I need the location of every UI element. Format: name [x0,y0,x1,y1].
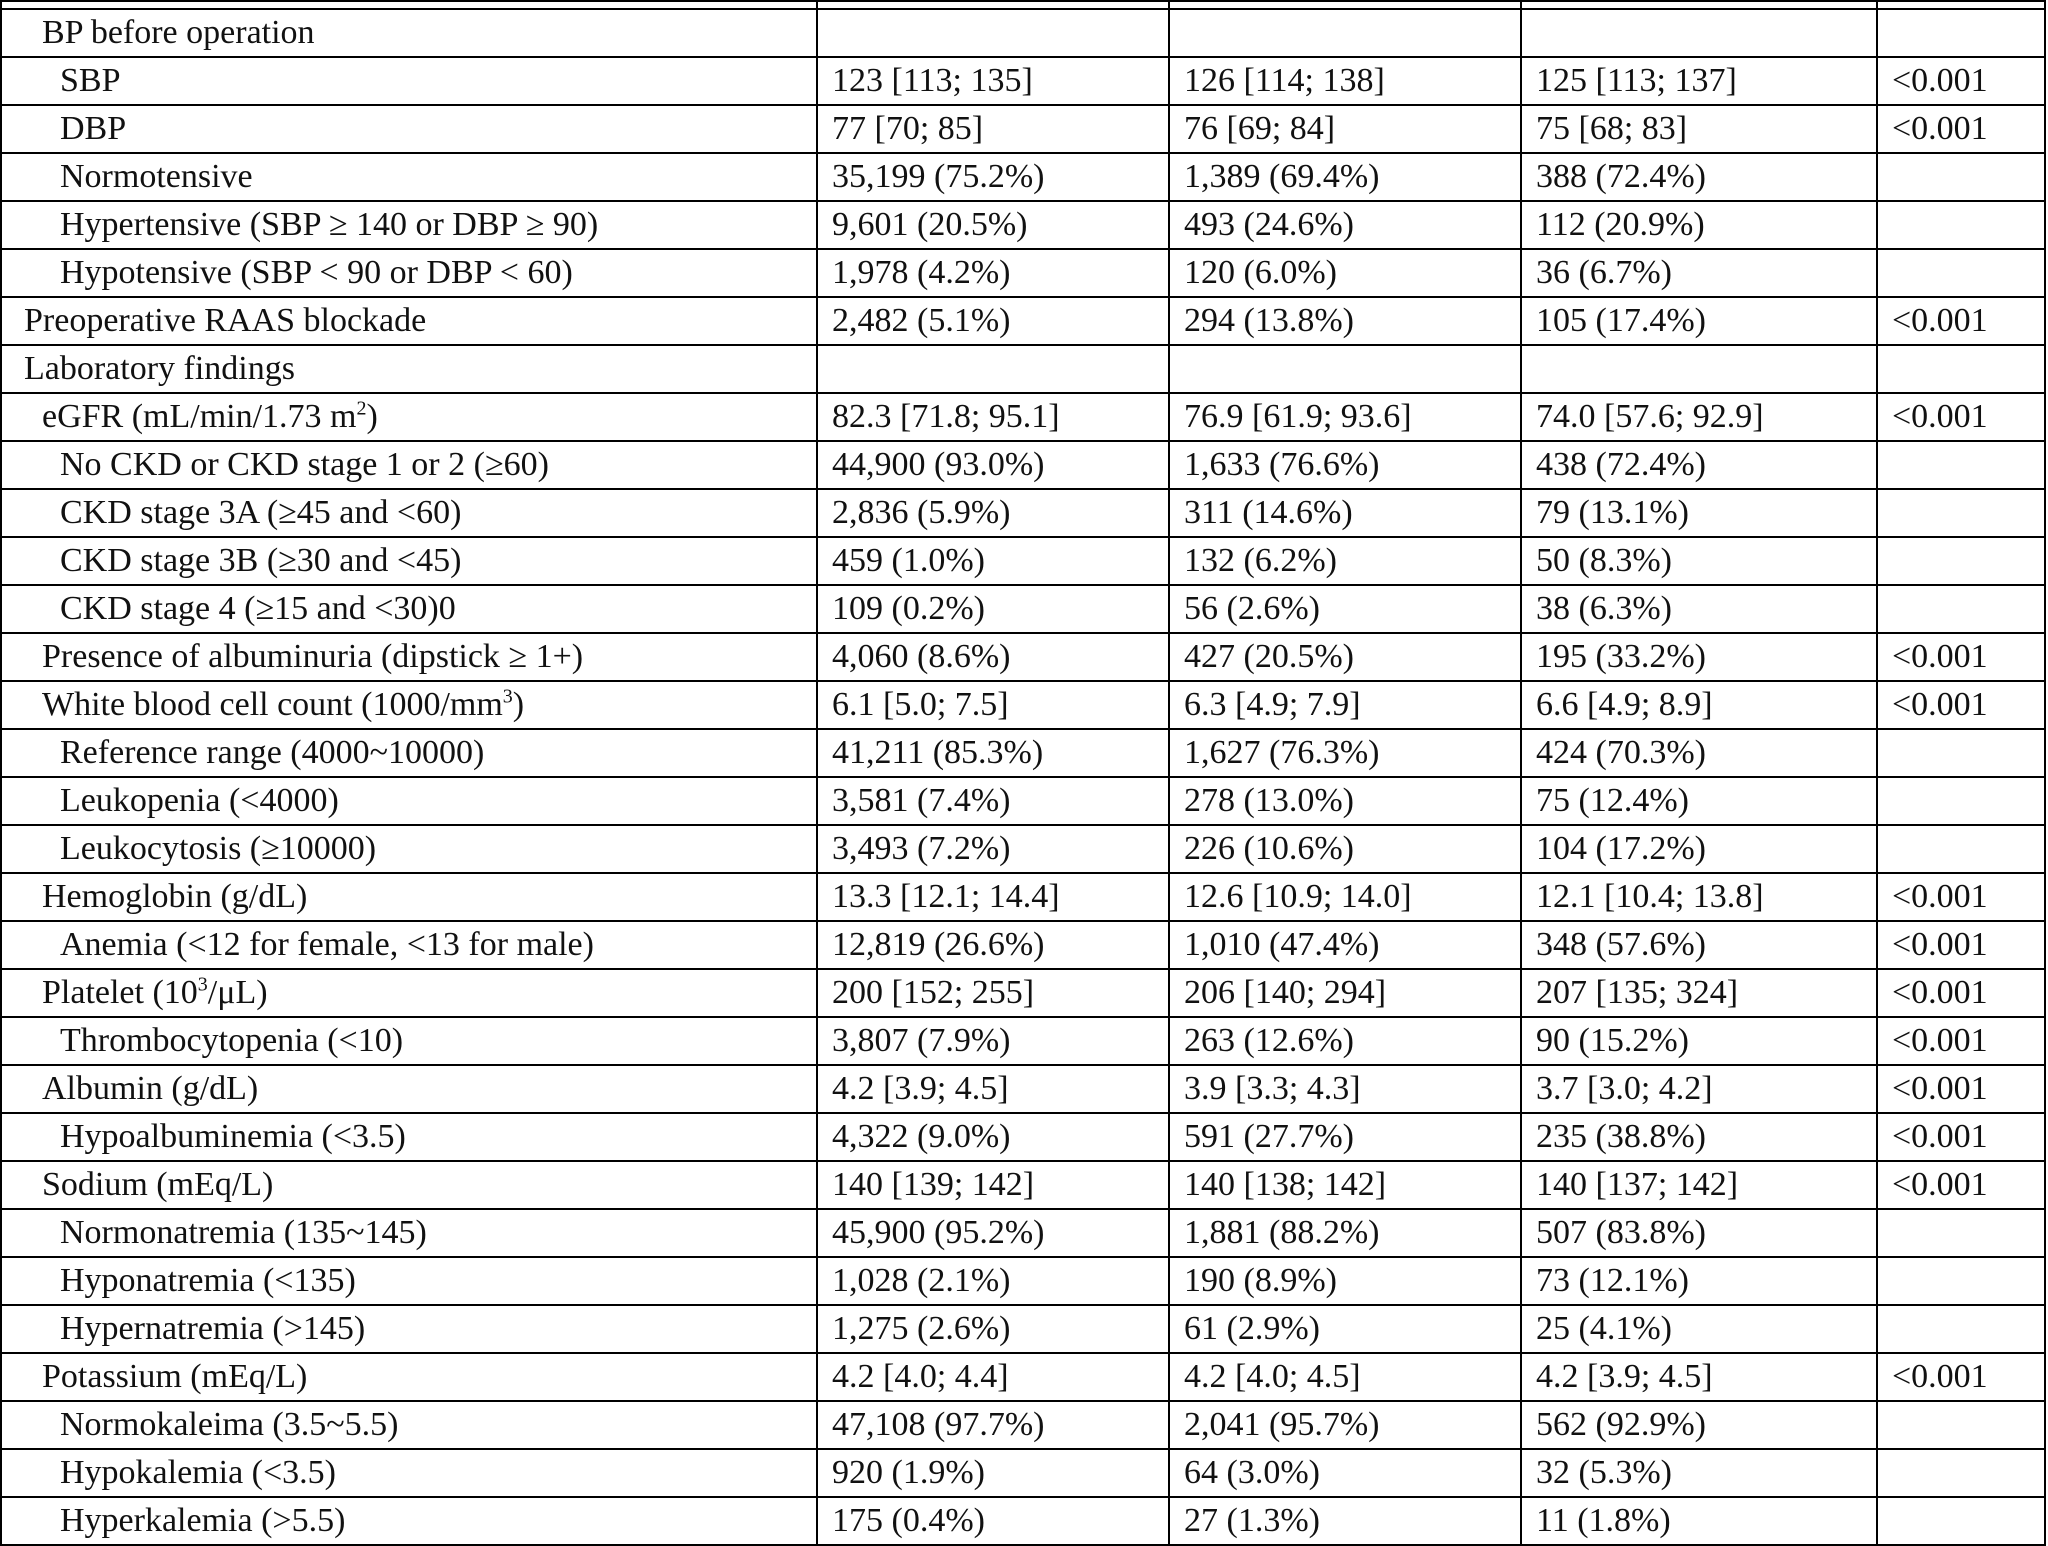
value-cell [1169,9,1521,57]
value-cell: 427 (20.5%) [1169,633,1521,681]
value-cell [1521,345,1877,393]
table-row [1,1257,2045,1305]
value-cell: 6.6 [4.9; 8.9] [1521,681,1877,729]
value-cell: 132 (6.2%) [1169,537,1521,585]
value-cell: 294 (13.8%) [1169,297,1521,345]
row-label-cell [1,1305,817,1353]
row-label: Normonatremia (135~145) [60,1214,427,1251]
row-label: Hypoalbuminemia (<3.5) [60,1118,406,1155]
row-label-cell [1,873,817,921]
table-cell [1521,1,1877,9]
p-value-cell: <0.001 [1877,681,2045,729]
table-row [1,393,2045,441]
table-row-partial-top [1,1,2045,9]
value-cell: 1,633 (76.6%) [1169,441,1521,489]
p-value-cell [1877,201,2045,249]
value-cell: 278 (13.0%) [1169,777,1521,825]
value-cell: 4.2 [4.0; 4.5] [1169,1353,1521,1401]
table-row [1,489,2045,537]
table-row [1,1161,2045,1209]
row-label-superscript: 3 [502,685,513,708]
table-row [1,633,2045,681]
value-cell: 3,807 (7.9%) [817,1017,1169,1065]
row-label-superscript: 3 [197,973,208,996]
value-cell: 4,322 (9.0%) [817,1113,1169,1161]
row-label-cell [1,777,817,825]
p-value-cell [1877,537,2045,585]
row-label-cell [1,1113,817,1161]
row-label: CKD stage 4 (≥15 and <30)0 [60,590,456,627]
value-cell: 76 [69; 84] [1169,105,1521,153]
value-cell: 3,581 (7.4%) [817,777,1169,825]
row-label-cell [1,441,817,489]
table-row [1,441,2045,489]
row-label-cell [1,489,817,537]
row-label: Hypertensive (SBP ≥ 140 or DBP ≥ 90) [60,206,599,243]
value-cell: 6.3 [4.9; 7.9] [1169,681,1521,729]
value-cell: 1,010 (47.4%) [1169,921,1521,969]
row-label-cell [1,681,817,729]
row-label-cell [1,1209,817,1257]
row-label-cell [1,153,817,201]
row-label-cell [1,9,817,57]
value-cell: 140 [137; 142] [1521,1161,1877,1209]
value-cell: 235 (38.8%) [1521,1113,1877,1161]
row-label: Albumin (g/dL) [42,1070,259,1107]
table-row [1,537,2045,585]
value-cell: 4,060 (8.6%) [817,633,1169,681]
row-label-cell [1,585,817,633]
table-row [1,1209,2045,1257]
row-label-cell [1,1497,817,1545]
row-label: Leukocytosis (≥10000) [60,830,377,867]
row-label-cell [1,201,817,249]
value-cell: 12.6 [10.9; 14.0] [1169,873,1521,921]
value-cell: 12.1 [10.4; 13.8] [1521,873,1877,921]
value-cell: 226 (10.6%) [1169,825,1521,873]
table-row [1,585,2045,633]
value-cell: 175 (0.4%) [817,1497,1169,1545]
p-value-cell [1877,1305,2045,1353]
value-cell: 200 [152; 255] [817,969,1169,1017]
table-row [1,969,2045,1017]
row-label: Preoperative RAAS blockade [24,302,427,339]
value-cell: 112 (20.9%) [1521,201,1877,249]
row-label-cell [1,537,817,585]
table-row [1,729,2045,777]
p-value-cell [1877,441,2045,489]
row-label: Sodium (mEq/L) [42,1166,274,1203]
table-row [1,681,2045,729]
value-cell: 9,601 (20.5%) [817,201,1169,249]
table-row [1,873,2045,921]
p-value-cell: <0.001 [1877,633,2045,681]
row-label-cell [1,1017,817,1065]
row-label: CKD stage 3B (≥30 and <45) [60,542,462,579]
row-label: Normokaleima (3.5~5.5) [60,1406,399,1443]
row-label: Anemia (<12 for female, <13 for male) [60,926,594,963]
value-cell [817,345,1169,393]
value-cell: 507 (83.8%) [1521,1209,1877,1257]
value-cell: 47,108 (97.7%) [817,1401,1169,1449]
row-label-cell [1,1449,817,1497]
table-row [1,777,2045,825]
p-value-cell [1877,153,2045,201]
value-cell: 12,819 (26.6%) [817,921,1169,969]
row-label: Reference range (4000~10000) [60,734,485,771]
row-label-cell [1,729,817,777]
row-label-cell [1,345,817,393]
value-cell: 348 (57.6%) [1521,921,1877,969]
table-row [1,57,2045,105]
value-cell: 75 (12.4%) [1521,777,1877,825]
value-cell: 4.2 [3.9; 4.5] [817,1065,1169,1113]
p-value-cell [1877,729,2045,777]
value-cell: 190 (8.9%) [1169,1257,1521,1305]
value-cell: 1,881 (88.2%) [1169,1209,1521,1257]
value-cell: 263 (12.6%) [1169,1017,1521,1065]
table-cell [1877,1,2045,9]
table-row [1,105,2045,153]
value-cell: 2,041 (95.7%) [1169,1401,1521,1449]
value-cell: 4.2 [4.0; 4.4] [817,1353,1169,1401]
row-label: No CKD or CKD stage 1 or 2 (≥60) [60,446,549,483]
table-row [1,249,2045,297]
row-label-cell [1,633,817,681]
value-cell: 1,275 (2.6%) [817,1305,1169,1353]
value-cell [1169,345,1521,393]
value-cell [1521,9,1877,57]
value-cell: 56 (2.6%) [1169,585,1521,633]
p-value-cell [1877,249,2045,297]
row-label: CKD stage 3A (≥45 and <60) [60,494,462,531]
value-cell: 207 [135; 324] [1521,969,1877,1017]
table-cell [1,1,817,9]
value-cell: 424 (70.3%) [1521,729,1877,777]
value-cell: 82.3 [71.8; 95.1] [817,393,1169,441]
table-body [1,1,2045,1545]
value-cell: 109 (0.2%) [817,585,1169,633]
table-row [1,345,2045,393]
value-cell: 11 (1.8%) [1521,1497,1877,1545]
value-cell: 41,211 (85.3%) [817,729,1169,777]
value-cell: 104 (17.2%) [1521,825,1877,873]
p-value-cell: <0.001 [1877,393,2045,441]
p-value-cell [1877,489,2045,537]
p-value-cell: <0.001 [1877,921,2045,969]
table-row [1,297,2045,345]
table-row [1,1353,2045,1401]
value-cell: 36 (6.7%) [1521,249,1877,297]
p-value-cell [1877,345,2045,393]
value-cell: 6.1 [5.0; 7.5] [817,681,1169,729]
p-value-cell: <0.001 [1877,297,2045,345]
row-label-suffix: /μL) [207,974,268,1011]
table-row [1,1305,2045,1353]
value-cell: 35,199 (75.2%) [817,153,1169,201]
p-value-cell: <0.001 [1877,1353,2045,1401]
value-cell: 75 [68; 83] [1521,105,1877,153]
table-row [1,9,2045,57]
p-value-cell [1877,585,2045,633]
table-row [1,153,2045,201]
value-cell: 2,836 (5.9%) [817,489,1169,537]
value-cell: 64 (3.0%) [1169,1449,1521,1497]
value-cell: 120 (6.0%) [1169,249,1521,297]
value-cell: 76.9 [61.9; 93.6] [1169,393,1521,441]
value-cell: 311 (14.6%) [1169,489,1521,537]
row-label: BP before operation [42,14,315,51]
row-label-suffix: ) [366,398,378,435]
table-cell [817,1,1169,9]
p-value-cell: <0.001 [1877,873,2045,921]
row-label-cell [1,1161,817,1209]
table-row [1,1449,2045,1497]
value-cell: 4.2 [3.9; 4.5] [1521,1353,1877,1401]
value-cell: 90 (15.2%) [1521,1017,1877,1065]
value-cell [817,9,1169,57]
row-label: Hypernatremia (>145) [60,1310,366,1347]
value-cell: 1,978 (4.2%) [817,249,1169,297]
value-cell: 27 (1.3%) [1169,1497,1521,1545]
value-cell: 74.0 [57.6; 92.9] [1521,393,1877,441]
p-value-cell [1877,1497,2045,1545]
table-row [1,1113,2045,1161]
value-cell: 1,028 (2.1%) [817,1257,1169,1305]
row-label: Leukopenia (<4000) [60,782,339,819]
value-cell: 206 [140; 294] [1169,969,1521,1017]
p-value-cell [1877,825,2045,873]
value-cell: 32 (5.3%) [1521,1449,1877,1497]
value-cell: 45,900 (95.2%) [817,1209,1169,1257]
value-cell: 73 (12.1%) [1521,1257,1877,1305]
value-cell: 1,627 (76.3%) [1169,729,1521,777]
table-row [1,1401,2045,1449]
p-value-cell [1877,1209,2045,1257]
row-label-cell [1,297,817,345]
row-label: Hyponatremia (<135) [60,1262,356,1299]
value-cell: 79 (13.1%) [1521,489,1877,537]
value-cell: 493 (24.6%) [1169,201,1521,249]
table-cell [1169,1,1521,9]
p-value-cell [1877,1257,2045,1305]
value-cell: 140 [139; 142] [817,1161,1169,1209]
row-label-cell [1,825,817,873]
row-label: Potassium (mEq/L) [42,1358,308,1395]
p-value-cell: <0.001 [1877,1065,2045,1113]
value-cell: 591 (27.7%) [1169,1113,1521,1161]
p-value-cell: <0.001 [1877,105,2045,153]
value-cell: 125 [113; 137] [1521,57,1877,105]
row-label: White blood cell count (1000/mm [42,686,503,723]
table-row [1,921,2045,969]
row-label: Hypokalemia (<3.5) [60,1454,336,1491]
row-label-cell [1,1065,817,1113]
row-label-cell [1,57,817,105]
value-cell: 195 (33.2%) [1521,633,1877,681]
row-label: Hyperkalemia (>5.5) [60,1502,346,1539]
row-label-cell [1,969,817,1017]
row-label: Platelet (10 [42,974,198,1011]
value-cell: 2,482 (5.1%) [817,297,1169,345]
value-cell: 3.9 [3.3; 4.3] [1169,1065,1521,1113]
row-label: Laboratory findings [24,350,295,387]
row-label-cell [1,1353,817,1401]
value-cell: 459 (1.0%) [817,537,1169,585]
p-value-cell: <0.001 [1877,57,2045,105]
row-label: eGFR (mL/min/1.73 m [42,398,357,435]
row-label-superscript: 2 [356,397,367,420]
p-value-cell [1877,9,2045,57]
value-cell: 38 (6.3%) [1521,585,1877,633]
p-value-cell: <0.001 [1877,1113,2045,1161]
table-row [1,1497,2045,1545]
value-cell: 13.3 [12.1; 14.4] [817,873,1169,921]
row-label-cell [1,249,817,297]
value-cell: 77 [70; 85] [817,105,1169,153]
row-label: Normotensive [60,158,253,195]
value-cell: 50 (8.3%) [1521,537,1877,585]
value-cell: 920 (1.9%) [817,1449,1169,1497]
p-value-cell: <0.001 [1877,1017,2045,1065]
value-cell: 3.7 [3.0; 4.2] [1521,1065,1877,1113]
value-cell: 61 (2.9%) [1169,1305,1521,1353]
row-label-cell [1,1401,817,1449]
value-cell: 105 (17.4%) [1521,297,1877,345]
row-label: DBP [60,110,127,147]
value-cell: 123 [113; 135] [817,57,1169,105]
row-label-cell [1,1257,817,1305]
row-label-cell [1,393,817,441]
value-cell: 1,389 (69.4%) [1169,153,1521,201]
row-label-cell [1,105,817,153]
row-label: Presence of albuminuria (dipstick ≥ 1+) [42,638,584,675]
row-label-suffix: ) [512,686,525,723]
value-cell: 562 (92.9%) [1521,1401,1877,1449]
value-cell: 126 [114; 138] [1169,57,1521,105]
row-label: Hypotensive (SBP < 90 or DBP < 60) [60,254,573,291]
table-row [1,1017,2045,1065]
table-row [1,825,2045,873]
value-cell: 3,493 (7.2%) [817,825,1169,873]
value-cell: 25 (4.1%) [1521,1305,1877,1353]
row-label: SBP [60,62,121,99]
p-value-cell: <0.001 [1877,1161,2045,1209]
value-cell: 438 (72.4%) [1521,441,1877,489]
table-row [1,201,2045,249]
value-cell: 140 [138; 142] [1169,1161,1521,1209]
row-label: Hemoglobin (g/dL) [42,878,308,915]
p-value-cell: <0.001 [1877,969,2045,1017]
value-cell: 388 (72.4%) [1521,153,1877,201]
p-value-cell [1877,1401,2045,1449]
p-value-cell [1877,777,2045,825]
row-label-cell [1,921,817,969]
table-row [1,1065,2045,1113]
value-cell: 44,900 (93.0%) [817,441,1169,489]
p-value-cell [1877,1449,2045,1497]
row-label: Thrombocytopenia (<10) [60,1022,404,1059]
